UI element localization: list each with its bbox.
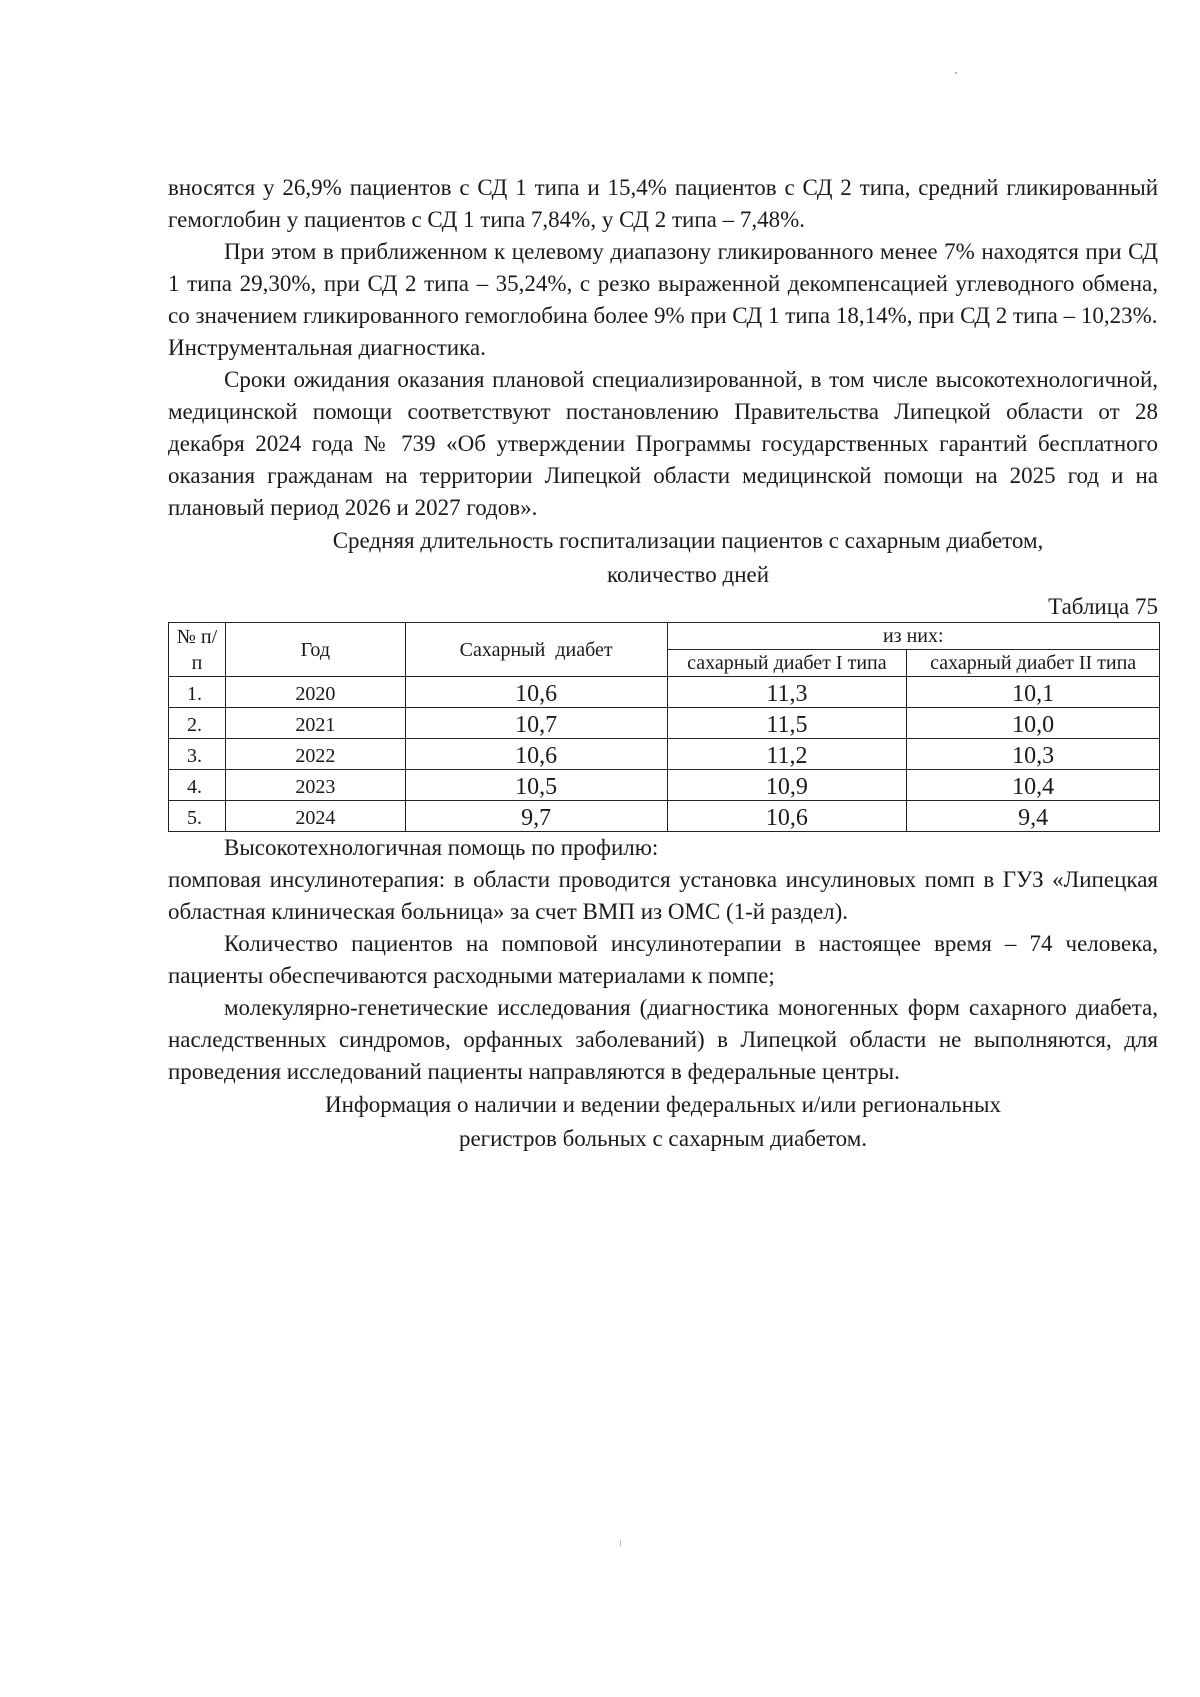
cell-type2: 10,3 bbox=[907, 739, 1160, 770]
section-heading-line1: Информация о наличии и ведении федеральных и/или региональных bbox=[324, 1092, 1002, 1117]
cell-type2: 10,4 bbox=[907, 770, 1160, 801]
cell-year: 2020 bbox=[225, 677, 405, 708]
cell-total: 10,5 bbox=[405, 770, 667, 801]
document-page bbox=[168, 172, 1158, 1156]
cell-year: 2024 bbox=[225, 801, 405, 832]
cell-year: 2021 bbox=[225, 708, 405, 739]
cell-type1: 11,3 bbox=[667, 677, 907, 708]
header-total: Сахарный диабет bbox=[405, 623, 667, 677]
header-type1: сахарный диабет I типа bbox=[667, 650, 907, 677]
cell-type1: 11,5 bbox=[667, 708, 907, 739]
table-row bbox=[169, 801, 1160, 832]
section-heading-line2: регистров больных с сахарным диабетом. bbox=[458, 1126, 868, 1151]
cell-year: 2022 bbox=[225, 739, 405, 770]
section-heading bbox=[168, 1088, 1158, 1156]
cell-num: 3. bbox=[169, 739, 226, 770]
paragraph: молекулярно-генетические исследования (диагностика моногенных форм сахарного диабета, наследственных синдромов, орфанных заболеваний) в Липецкой области не выполняются, для проведения исследований пациенты направляются в федеральные центры. bbox=[168, 995, 1158, 1084]
paragraph: Высокотехнологичная помощь по профилю: bbox=[224, 835, 659, 860]
header-year: Год bbox=[225, 623, 405, 677]
table-row bbox=[169, 677, 1160, 708]
paragraph: Инструментальная диагностика. bbox=[168, 335, 486, 360]
header-type2: сахарный диабет II типа bbox=[907, 650, 1160, 677]
paragraph: Сроки ожидания оказания плановой специализированной, в том числе высокотехнологичной, медицинской помощи соответствуют постановлению Правительства Липецкой области от 28 декабря 2024 года № 739 «Об утверждении Программы государственных гарантий бесплатного оказания гражданам на территории Липецкой области медицинской помощи на 2025 год и на плановый период 2026 и 2027 годов». bbox=[168, 367, 1158, 520]
cell-num: 2. bbox=[169, 708, 226, 739]
paragraph: При этом в приближенном к целевому диапазону гликированного менее 7% находятся при СД 1 типа 29,30%, при СД 2 типа – 35,24%, с резко выраженной декомпенсацией углеводного обмена, со значением гликированного гемоглобина более 9% при СД 1 типа 18,14%, при СД 2 типа – 10,23%. bbox=[168, 239, 1158, 328]
cell-type2: 9,4 bbox=[907, 801, 1160, 832]
table-heading bbox=[168, 524, 1158, 592]
paragraph: Количество пациентов на помповой инсулинотерапии в настоящее время – 74 человека, пациенты обеспечиваются расходными материалами к помпе; bbox=[168, 931, 1158, 988]
cell-year: 2023 bbox=[225, 770, 405, 801]
cell-type1: 10,6 bbox=[667, 801, 907, 832]
table-row bbox=[169, 739, 1160, 770]
cell-type2: 10,0 bbox=[907, 708, 1160, 739]
paragraph: вносятся у 26,9% пациентов с СД 1 типа и 15,4% пациентов с СД 2 типа, средний гликированный гемоглобин у пациентов с СД 1 типа 7,84%, у СД 2 типа – 7,48%. bbox=[168, 175, 1158, 232]
table-caption: Таблица 75 bbox=[1048, 594, 1158, 619]
cell-num: 5. bbox=[169, 801, 226, 832]
cell-total: 10,6 bbox=[405, 739, 667, 770]
cell-type2: 10,1 bbox=[907, 677, 1160, 708]
scan-speck bbox=[955, 72, 957, 74]
cell-num: 4. bbox=[169, 770, 226, 801]
table-heading-line1: Средняя длительность госпитализации пациентов с сахарным диабетом, bbox=[332, 528, 1044, 553]
cell-total: 9,7 bbox=[405, 801, 667, 832]
table-row bbox=[169, 770, 1160, 801]
cell-total: 10,7 bbox=[405, 708, 667, 739]
cell-type1: 11,2 bbox=[667, 739, 907, 770]
hospitalization-table bbox=[168, 622, 1160, 832]
header-group: из них: bbox=[667, 623, 1159, 650]
cell-num: 1. bbox=[169, 677, 226, 708]
cell-total: 10,6 bbox=[405, 677, 667, 708]
paragraph: помповая инсулинотерапия: в области проводится установка инсулиновых помп в ГУЗ «Липецкая областная клиническая больница» за счет ВМП из ОМС (1-й раздел). bbox=[168, 867, 1158, 924]
table-row bbox=[169, 708, 1160, 739]
cell-type1: 10,9 bbox=[667, 770, 907, 801]
header-num: № п/п bbox=[169, 623, 226, 677]
scan-speck bbox=[620, 1540, 621, 1546]
table-heading-line2: количество дней bbox=[606, 562, 770, 587]
